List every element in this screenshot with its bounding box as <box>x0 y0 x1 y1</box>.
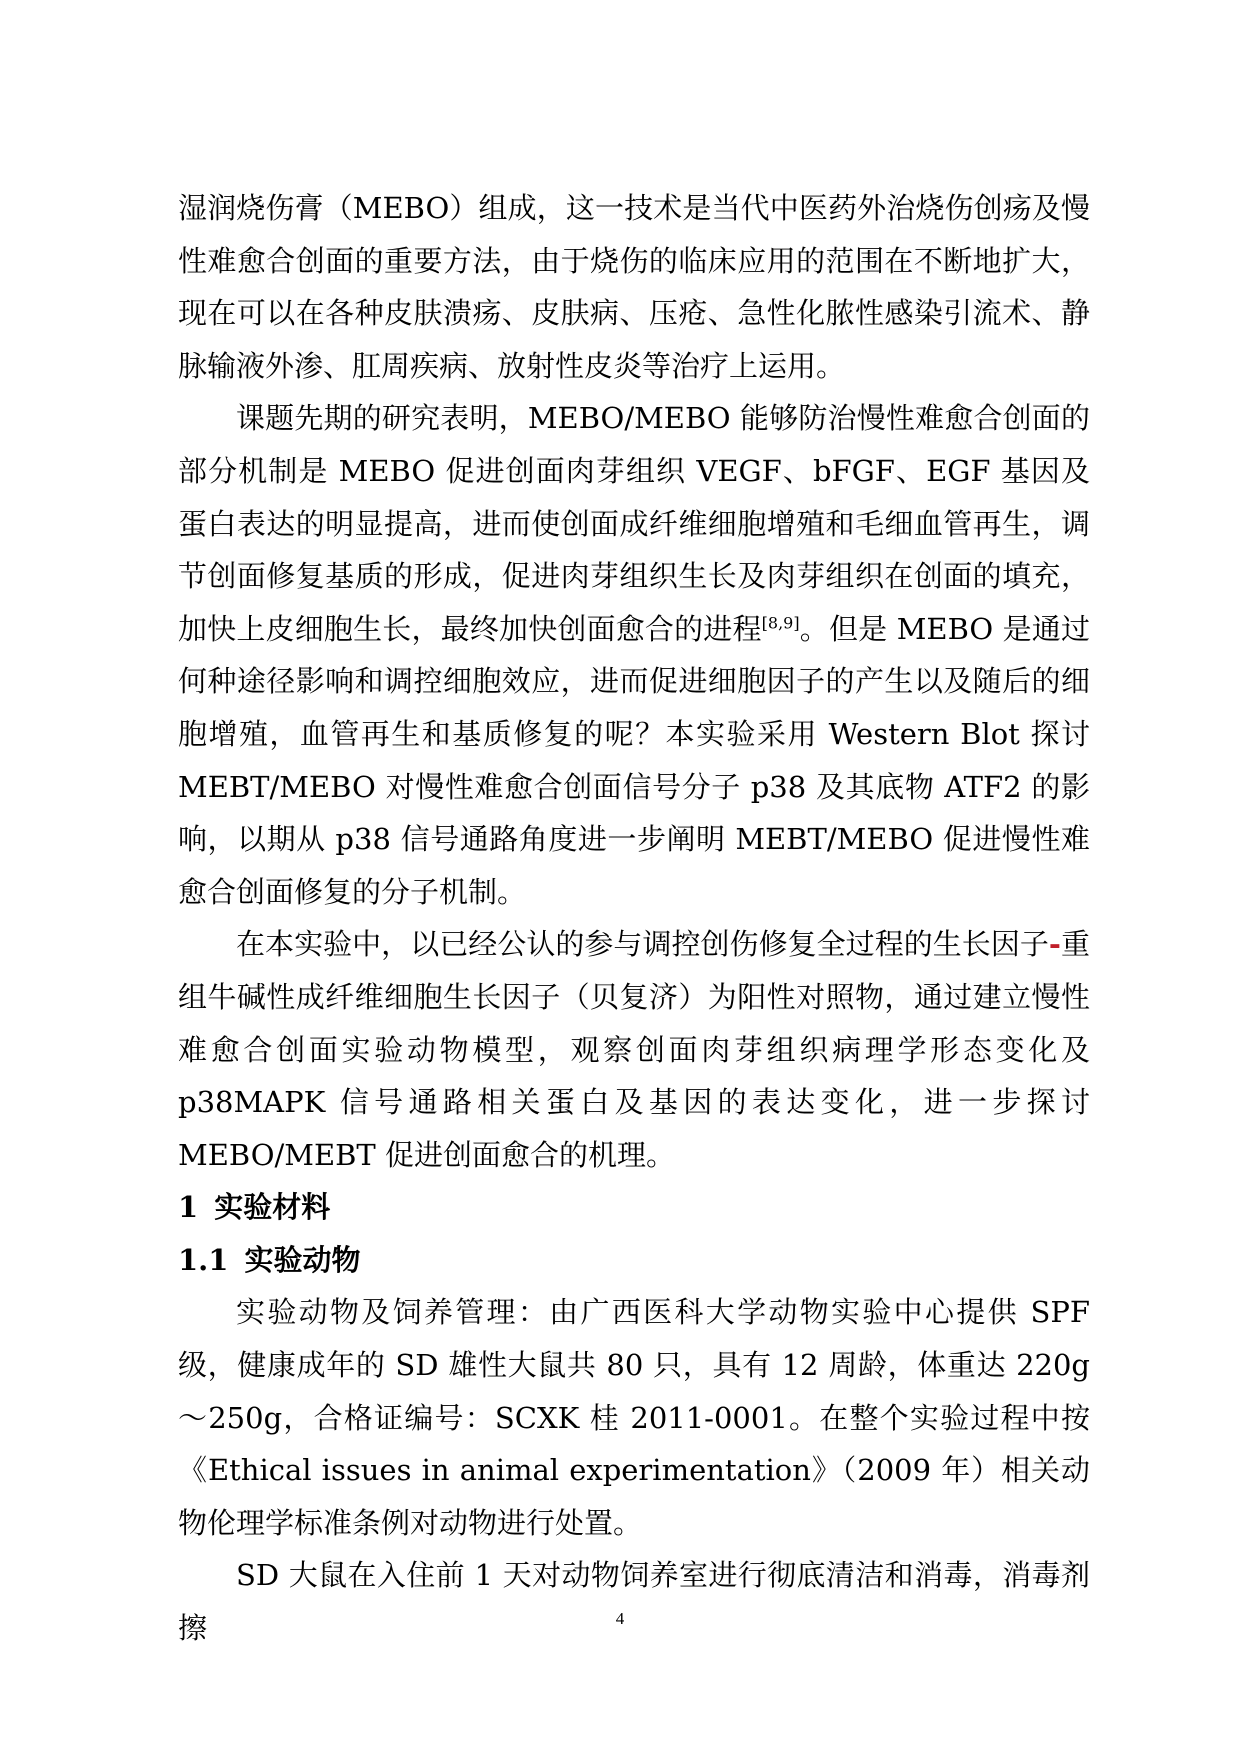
paragraph-experiment-design <box>178 918 1090 1181</box>
paragraph-housing-disinfection: SD 大鼠在入住前 1 天对动物饲养室进行彻底清洁和消毒，消毒剂擦 <box>178 1558 1090 1646</box>
prior-research-text: 课题先期的研究表明，MEBO/MEBO 能够防治慢性难愈合创面的部分机制是 MEBO 促进创面肉芽组织 VEGF、bFGF、EGF 基因及蛋白表达的明显提高，进而使创面成纤维细胞增殖和毛细血管再生，调节创面修复基质的形成，促进肉芽组织生长及肉芽组织在创面的填充，加快上皮细胞生长，最终加快创面愈合的进程 <box>178 401 1090 646</box>
page-number: 4 <box>615 1609 625 1628</box>
section-heading-materials <box>178 1181 1090 1234</box>
paragraph-prior-research <box>178 392 1090 918</box>
experiment-design-text-cont: 重组牛碱性成纤维细胞生长因子（贝复济）为阳性对照物，通过建立慢性难愈合创面实验动物模型，观察创面肉芽组织病理学形态变化及 p38MAPK 信号通路相关蛋白及基因的表达变化，进一步探讨 MEBO/MEBT 促进创面愈合的机理。 <box>178 927 1090 1172</box>
paragraph-mebo-intro: 湿润烧伤膏（MEBO）组成，这一技术是当代中医药外治烧伤创疡及慢性难愈合创面的重要方法，由于烧伤的临床应用的范围在不断地扩大，现在可以在各种皮肤溃疡、皮肤病、压疮、急性化脓性感染引流术、静脉输液外渗、肛周疾病、放射性皮炎等治疗上运用。 <box>178 191 1090 383</box>
section-title: 实验材料 <box>214 1190 331 1225</box>
paragraph-animal-management: 实验动物及饲养管理：由广西医科大学动物实验中心提供 SPF 级，健康成年的 SD 雄性大鼠共 80 只，具有 12 周龄，体重达 220g～250g，合格证编号：SCXK 桂 2011-0001。在整个实验过程中按《Ethical issues in animal experimentation》（2009 年）相关动物伦理学标准条例对动物进行处置。 <box>178 1295 1090 1540</box>
prior-research-text-cont: 。但是 MEBO 是通过何种途径影响和调控细胞效应，进而促进细胞因子的产生以及随后的细胞增殖，血管再生和基质修复的呢？本实验采用 Western Blot 探讨 MEBT/MEBO 对慢性难愈合创面信号分子 p38 及其底物 ATF2 的影响，以期从 p38 信号通路角度进一步阐明 MEBT/MEBO 促进慢性难愈合创面修复的分子机制。 <box>178 611 1090 909</box>
subsection-title: 实验动物 <box>244 1242 361 1277</box>
subsection-heading-animals <box>178 1234 1090 1287</box>
citation-ref: [8,9] <box>761 613 800 633</box>
body-text <box>178 182 1090 1655</box>
subsection-number: 1.1 <box>178 1242 229 1277</box>
experiment-design-text: 在本实验中，以已经公认的参与调控创伤修复全过程的生长因子 <box>236 927 1049 962</box>
section-number: 1 <box>178 1190 199 1225</box>
red-hyphen-mark: - <box>1048 927 1061 962</box>
